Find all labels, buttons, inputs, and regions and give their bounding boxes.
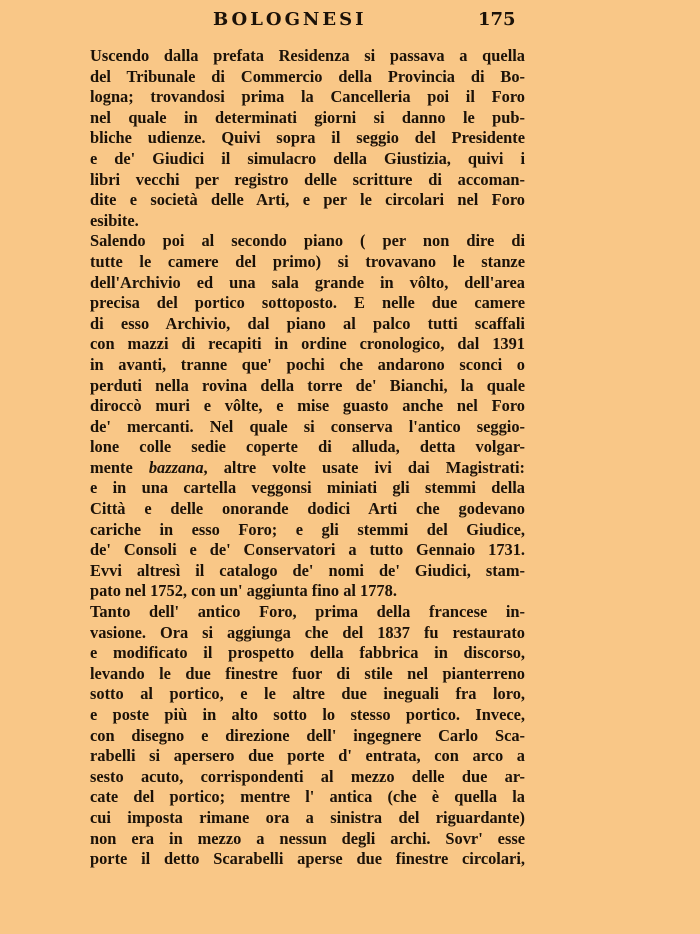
text-line: de' Consoli e de' Conservatori a tutto Gennaio 1731.	[90, 540, 525, 560]
text-line: libri vecchi per registro delle scritture di accoman-	[90, 169, 525, 189]
text-line: rabelli si apersero due porte d' entrata, con arco a	[90, 746, 525, 766]
text-line: cui imposta rimane ora a sinistra del riguardante)	[90, 807, 525, 827]
text-line: Salendo poi al secondo piano ( per non dire di	[90, 231, 525, 251]
text-line: con disegno e direzione dell' ingegnere Carlo Sca-	[90, 725, 525, 745]
running-title: BOLOGNESI	[213, 9, 367, 30]
text-line: de' mercanti. Nel quale si conserva l'antico seggio-	[90, 416, 525, 436]
text-line: in avanti, tranne que' pochi che andarono sconci o	[90, 354, 525, 374]
page-number: 175	[478, 9, 516, 30]
text-line: esibite.	[90, 210, 139, 230]
body-text	[90, 46, 525, 870]
text-line: cate del portico; mentre l' antica (che è quella la	[90, 787, 525, 807]
text-line: e modificato il prospetto della fabbrica in discorso,	[90, 643, 525, 663]
text-line: sotto al portico, e le altre due ineguali fra loro,	[90, 684, 525, 704]
text-line: e in una cartella veggonsi miniati gli stemmi della	[90, 478, 525, 498]
text-line: perduti nella rovina della torre de' Bianchi, la quale	[90, 375, 525, 395]
text-line: levando le due finestre fuor di stile nel pianterreno	[90, 663, 525, 683]
text-line: Uscendo dalla prefata Residenza si passava a quella	[90, 46, 525, 65]
italic-term: bazzana	[148, 457, 204, 477]
text-line: Città e delle onorande dodici Arti che godevano	[90, 499, 525, 519]
text-line: lone colle sedie coperte di alluda, detta volgar-	[90, 437, 525, 457]
text-line: non era in mezzo a nessun degli archi. Sovr' esse	[90, 828, 525, 848]
text-line: di esso Archivio, dal piano al palco tutti scaffali	[90, 313, 525, 333]
text-line: dite e società delle Arti, e per le circolari nel Foro	[90, 190, 525, 210]
text-line: bliche udienze. Quivi sopra il seggio del Presidente	[90, 128, 525, 148]
text-line: con mazzi di recapiti in ordine cronologico, dal 1391	[90, 334, 525, 354]
text-line: e de' Giudici il simulacro della Giustizia, quivi i	[90, 148, 525, 168]
text-line: vasione. Ora si aggiunga che del 1837 fu restaurato	[90, 622, 525, 642]
text-line: Evvi altresì il catalogo de' nomi de' Giudici, stam-	[90, 560, 525, 580]
text-line: porte il detto Scarabelli aperse due finestre circolari,	[90, 849, 525, 869]
text-line: dell'Archivio ed una sala grande in vôlto, dell'area	[90, 272, 525, 292]
text-line: tutte le camere del primo) si trovavano le stanze	[90, 251, 525, 271]
text-line: sesto acuto, corrispondenti al mezzo delle due ar-	[90, 766, 525, 786]
text-line: logna; trovandosi prima la Cancelleria poi il Foro	[90, 87, 525, 107]
text-line: Tanto dell' antico Foro, prima della francese in-	[90, 602, 525, 622]
text-line: cariche in esso Foro; e gli stemmi del Giudice,	[90, 519, 525, 539]
text-line: e poste più in alto sotto lo stesso portico. Invece,	[90, 705, 525, 724]
text-line: mente bazzana, altre volte usate ivi dai Magistrati:	[90, 457, 525, 477]
text-line: precisa del portico sottoposto. E nelle due camere	[90, 293, 525, 313]
text-line: nel quale in determinati giorni si danno le pub-	[90, 107, 525, 127]
text-line: pato nel 1752, con un' aggiunta fino al 1778.	[90, 581, 397, 601]
running-head	[0, 9, 700, 33]
text-line: diroccò muri e vôlte, e mise guasto anche nel Foro	[90, 396, 525, 416]
text-line: del Tribunale di Commercio della Provincia di Bo-	[90, 66, 525, 86]
